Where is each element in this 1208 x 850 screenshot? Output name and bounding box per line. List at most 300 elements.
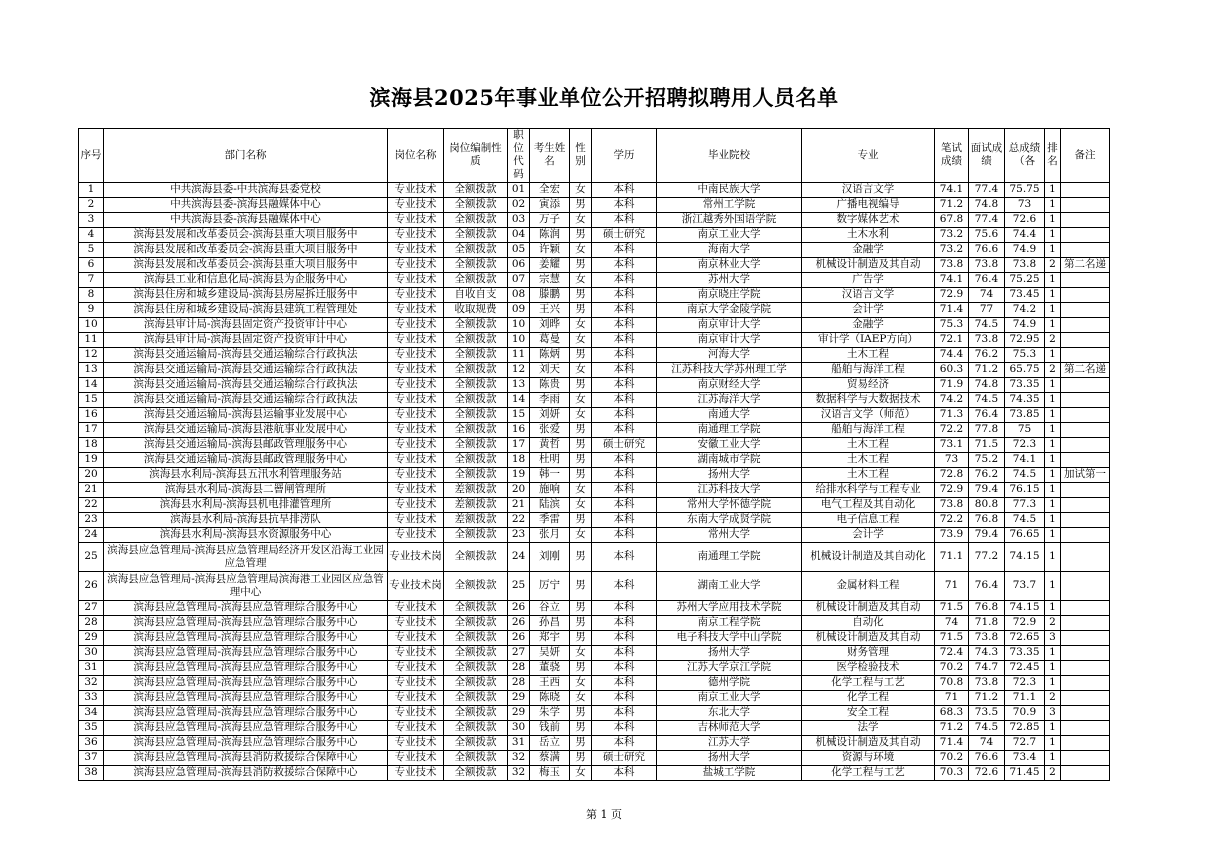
column-header: 学历 xyxy=(592,129,657,183)
table-cell: 本科 xyxy=(592,645,657,660)
table-cell: 77.2 xyxy=(969,542,1005,571)
table-cell: 女 xyxy=(570,645,592,660)
table-cell: 72.6 xyxy=(1005,212,1045,227)
table-cell: 72.9 xyxy=(935,482,969,497)
table-cell: 73.5 xyxy=(969,705,1005,720)
table-cell: 23 xyxy=(79,512,104,527)
table-cell: 29 xyxy=(79,630,104,645)
table-cell: 专业技术 xyxy=(388,750,444,765)
table-cell xyxy=(1061,302,1110,317)
table-cell: 专业技术 xyxy=(388,287,444,302)
table-cell: 滨海县水利局-滨海县抗旱排涝队 xyxy=(104,512,388,527)
table-row xyxy=(79,750,1110,765)
table-cell: 80.8 xyxy=(969,497,1005,512)
table-row xyxy=(79,542,1110,571)
table-cell: 本科 xyxy=(592,720,657,735)
table-cell: 江苏大学 xyxy=(657,735,802,750)
table-cell: 硕士研究 xyxy=(592,227,657,242)
table-row xyxy=(79,482,1110,497)
table-cell: 18 xyxy=(79,437,104,452)
table-cell: 本科 xyxy=(592,182,657,197)
table-cell: 女 xyxy=(570,527,592,542)
table-row xyxy=(79,675,1110,690)
table-cell: 男 xyxy=(570,660,592,675)
table-cell: 72.2 xyxy=(935,512,969,527)
table-row xyxy=(79,182,1110,197)
table-cell: 陈晓 xyxy=(530,690,570,705)
table-cell: 1 xyxy=(1045,542,1061,571)
table-cell: 全额拨款 xyxy=(444,347,508,362)
table-cell: 男 xyxy=(570,227,592,242)
table-cell: 东北大学 xyxy=(657,705,802,720)
table-cell: 9 xyxy=(79,302,104,317)
table-cell: 全额拨款 xyxy=(444,542,508,571)
table-cell: 专业技术 xyxy=(388,437,444,452)
table-cell: 8 xyxy=(79,287,104,302)
table-cell: 74.5 xyxy=(969,317,1005,332)
table-cell: 5 xyxy=(79,242,104,257)
table-row xyxy=(79,272,1110,287)
table-cell: 全额拨款 xyxy=(444,467,508,482)
table-row xyxy=(79,392,1110,407)
table-cell: 1 xyxy=(1045,467,1061,482)
column-header: 部门名称 xyxy=(104,129,388,183)
table-cell: 专业技术 xyxy=(388,377,444,392)
table-cell: 2 xyxy=(1045,332,1061,347)
table-cell: 专业技术 xyxy=(388,690,444,705)
table-cell: 收取规费 xyxy=(444,302,508,317)
table-cell: 滨海县交通运输局-滨海县邮政管理服务中心 xyxy=(104,437,388,452)
table-cell: 6 xyxy=(79,257,104,272)
table-cell: 70.2 xyxy=(935,750,969,765)
table-cell: 1 xyxy=(1045,227,1061,242)
table-cell: 71.2 xyxy=(969,690,1005,705)
table-cell xyxy=(1061,675,1110,690)
table-cell: 全额拨款 xyxy=(444,615,508,630)
table-cell: 专业技术 xyxy=(388,257,444,272)
table-cell: 南京大学金陵学院 xyxy=(657,302,802,317)
table-cell: 2 xyxy=(79,197,104,212)
table-cell: 本科 xyxy=(592,302,657,317)
table-cell: 朱学 xyxy=(530,705,570,720)
table-cell: 68.3 xyxy=(935,705,969,720)
table-row xyxy=(79,571,1110,600)
table-cell: 全额拨款 xyxy=(444,377,508,392)
table-cell: 11 xyxy=(508,347,530,362)
table-cell: 75.25 xyxy=(1005,272,1045,287)
table-cell: 71.5 xyxy=(935,600,969,615)
table-cell: 陈润 xyxy=(530,227,570,242)
table-cell: 73.2 xyxy=(935,242,969,257)
table-cell: 72.9 xyxy=(935,287,969,302)
table-cell: 76.6 xyxy=(969,242,1005,257)
table-cell: 10 xyxy=(508,332,530,347)
table-cell: 金属材料工程 xyxy=(802,571,935,600)
table-cell: 寅添 xyxy=(530,197,570,212)
table-cell: 滨海县应急管理局-滨海县应急管理综合服务中心 xyxy=(104,690,388,705)
table-cell: 加试第一 xyxy=(1061,467,1110,482)
table-cell: 67.8 xyxy=(935,212,969,227)
table-cell: 26 xyxy=(79,571,104,600)
table-cell: 1 xyxy=(1045,287,1061,302)
table-cell: 董骁 xyxy=(530,660,570,675)
table-row xyxy=(79,257,1110,272)
table-cell: 刘晔 xyxy=(530,317,570,332)
table-cell: 安徽工业大学 xyxy=(657,437,802,452)
table-cell: 1 xyxy=(1045,242,1061,257)
table-cell: 27 xyxy=(508,645,530,660)
table-cell: 男 xyxy=(570,720,592,735)
table-cell: 滨海县应急管理局-滨海县应急管理局经济开发区沿海工业园应急管理 xyxy=(104,542,388,571)
table-cell: 28 xyxy=(508,660,530,675)
table-cell: 70.9 xyxy=(1005,705,1045,720)
table-cell: 专业技术 xyxy=(388,212,444,227)
table-cell: 74.4 xyxy=(935,347,969,362)
column-header: 面试成绩 xyxy=(969,129,1005,183)
table-cell: 37 xyxy=(79,750,104,765)
table-cell: 专业技术 xyxy=(388,600,444,615)
table-cell: 全额拨款 xyxy=(444,645,508,660)
table-cell: 71.1 xyxy=(1005,690,1045,705)
table-cell: 全额拨款 xyxy=(444,630,508,645)
table-cell: 73.35 xyxy=(1005,645,1045,660)
table-row xyxy=(79,467,1110,482)
table-cell: 数字媒体艺术 xyxy=(802,212,935,227)
table-cell: 74 xyxy=(969,735,1005,750)
table-row xyxy=(79,630,1110,645)
table-cell: 1 xyxy=(1045,497,1061,512)
table-cell: 土木工程 xyxy=(802,347,935,362)
table-cell: 专业技术 xyxy=(388,392,444,407)
table-cell: 女 xyxy=(570,392,592,407)
table-cell: 专业技术 xyxy=(388,242,444,257)
table-cell: 74.4 xyxy=(1005,227,1045,242)
table-cell: 专业技术岗 xyxy=(388,571,444,600)
table-cell: 陈贵 xyxy=(530,377,570,392)
table-cell: 2 xyxy=(1045,615,1061,630)
column-header: 性别 xyxy=(570,129,592,183)
table-cell: 常州工学院 xyxy=(657,197,802,212)
table-cell: 70.2 xyxy=(935,660,969,675)
table-cell: 10 xyxy=(79,317,104,332)
table-cell: 全额拨款 xyxy=(444,660,508,675)
table-cell: 女 xyxy=(570,272,592,287)
table-cell: 专业技术 xyxy=(388,675,444,690)
table-cell: 黄哲 xyxy=(530,437,570,452)
table-cell: 38 xyxy=(79,765,104,780)
table-cell: 宗慧 xyxy=(530,272,570,287)
table-cell: 专业技术 xyxy=(388,422,444,437)
table-cell: 男 xyxy=(570,467,592,482)
column-header: 考生姓名 xyxy=(530,129,570,183)
table-cell xyxy=(1061,287,1110,302)
table-cell: 76.15 xyxy=(1005,482,1045,497)
table-cell: 1 xyxy=(1045,317,1061,332)
table-cell: 71.5 xyxy=(935,630,969,645)
table-cell: 本科 xyxy=(592,407,657,422)
table-row xyxy=(79,512,1110,527)
table-cell: 吴妍 xyxy=(530,645,570,660)
table-cell: 05 xyxy=(508,242,530,257)
table-cell: 77.8 xyxy=(969,422,1005,437)
table-cell: 资源与环境 xyxy=(802,750,935,765)
table-cell: 73.8 xyxy=(935,497,969,512)
table-cell: 11 xyxy=(79,332,104,347)
table-cell: 第二名递 xyxy=(1061,257,1110,272)
table-cell: 75.6 xyxy=(969,227,1005,242)
table-cell: 滨海县交通运输局-滨海县交通运输综合行政执法 xyxy=(104,392,388,407)
table-cell: 本科 xyxy=(592,482,657,497)
table-cell: 滨海县应急管理局-滨海县消防救援综合保障中心 xyxy=(104,750,388,765)
table-cell: 71 xyxy=(935,571,969,600)
table-cell: 3 xyxy=(79,212,104,227)
table-cell: 13 xyxy=(79,362,104,377)
table-cell: 全额拨款 xyxy=(444,571,508,600)
table-cell: 76.8 xyxy=(969,512,1005,527)
table-cell: 安全工程 xyxy=(802,705,935,720)
table-cell: 76.4 xyxy=(969,571,1005,600)
table-cell: 海南大学 xyxy=(657,242,802,257)
table-cell: 钱前 xyxy=(530,720,570,735)
table-row xyxy=(79,527,1110,542)
table-cell: 72.65 xyxy=(1005,630,1045,645)
table-cell: 审计学（IAEP方向） xyxy=(802,332,935,347)
table-cell: 男 xyxy=(570,257,592,272)
table-cell: 本科 xyxy=(592,317,657,332)
table-cell: 韩一 xyxy=(530,467,570,482)
table-cell: 本科 xyxy=(592,452,657,467)
table-cell: 全额拨款 xyxy=(444,705,508,720)
table-cell: 全额拨款 xyxy=(444,452,508,467)
table-row xyxy=(79,377,1110,392)
table-cell: 机械设计制造及其自动 xyxy=(802,735,935,750)
table-cell: 硕士研究 xyxy=(592,437,657,452)
table-cell: 本科 xyxy=(592,542,657,571)
table-cell: 扬州大学 xyxy=(657,750,802,765)
table-cell: 73.35 xyxy=(1005,377,1045,392)
table-cell: 男 xyxy=(570,750,592,765)
table-cell: 全额拨款 xyxy=(444,392,508,407)
table-cell: 汉语言文学 xyxy=(802,287,935,302)
table-cell: 1 xyxy=(1045,437,1061,452)
table-cell: 女 xyxy=(570,690,592,705)
table-cell: 湖南城市学院 xyxy=(657,452,802,467)
table-row xyxy=(79,347,1110,362)
table-cell: 数据科学与大数据技术 xyxy=(802,392,935,407)
table-cell: 医学检验技术 xyxy=(802,660,935,675)
table-cell: 女 xyxy=(570,497,592,512)
table-cell: 75.75 xyxy=(1005,182,1045,197)
table-cell: 21 xyxy=(79,482,104,497)
table-cell: 25 xyxy=(79,542,104,571)
table-cell: 化学工程 xyxy=(802,690,935,705)
table-cell: 本科 xyxy=(592,362,657,377)
table-cell xyxy=(1061,750,1110,765)
table-cell: 刘妍 xyxy=(530,407,570,422)
table-cell xyxy=(1061,571,1110,600)
table-cell: 滨海县应急管理局-滨海县应急管理综合服务中心 xyxy=(104,615,388,630)
table-cell: 74.9 xyxy=(1005,242,1045,257)
table-cell: 化学工程与工艺 xyxy=(802,675,935,690)
table-cell: 24 xyxy=(508,542,530,571)
table-cell: 73 xyxy=(1005,197,1045,212)
table-cell: 76.6 xyxy=(969,750,1005,765)
table-cell: 71.45 xyxy=(1005,765,1045,780)
table-cell xyxy=(1061,182,1110,197)
table-cell: 71.2 xyxy=(935,720,969,735)
table-cell: 南京晓庄学院 xyxy=(657,287,802,302)
table-cell: 江苏科技大学苏州理工学 xyxy=(657,362,802,377)
table-row xyxy=(79,600,1110,615)
table-cell: 2 xyxy=(1045,362,1061,377)
table-cell: 陆滨 xyxy=(530,497,570,512)
table-cell: 南京工程学院 xyxy=(657,615,802,630)
table-cell: 湖南工业大学 xyxy=(657,571,802,600)
table-cell: 1 xyxy=(1045,660,1061,675)
table-cell: 72.85 xyxy=(1005,720,1045,735)
table-cell: 吉林师范大学 xyxy=(657,720,802,735)
table-row xyxy=(79,302,1110,317)
table-cell: 船舶与海洋工程 xyxy=(802,362,935,377)
table-row xyxy=(79,242,1110,257)
table-cell: 女 xyxy=(570,212,592,227)
table-cell: 26 xyxy=(508,600,530,615)
table-cell: 江苏大学京江学院 xyxy=(657,660,802,675)
table-cell: 74.2 xyxy=(935,392,969,407)
table-cell: 17 xyxy=(79,422,104,437)
table-cell: 财务管理 xyxy=(802,645,935,660)
table-cell: 男 xyxy=(570,197,592,212)
table-cell: 1 xyxy=(1045,735,1061,750)
table-cell: 中共滨海县委-滨海县融媒体中心 xyxy=(104,197,388,212)
table-cell: 35 xyxy=(79,720,104,735)
table-cell: 专业技术 xyxy=(388,272,444,287)
table-cell: 32 xyxy=(508,765,530,780)
table-cell: 孙昌 xyxy=(530,615,570,630)
table-cell: 1 xyxy=(1045,571,1061,600)
table-cell: 专业技术 xyxy=(388,302,444,317)
table-cell: 女 xyxy=(570,675,592,690)
table-cell: 全额拨款 xyxy=(444,257,508,272)
table-cell: 南通大学 xyxy=(657,407,802,422)
table-cell: 1 xyxy=(1045,675,1061,690)
table-cell: 电子科技大学中山学院 xyxy=(657,630,802,645)
table-cell xyxy=(1061,705,1110,720)
table-cell: 浙江越秀外国语学院 xyxy=(657,212,802,227)
table-cell: 1 xyxy=(1045,347,1061,362)
table-cell: 本科 xyxy=(592,630,657,645)
table-cell: 滨海县住房和城乡建设局-滨海县房屋拆迁服务中 xyxy=(104,287,388,302)
table-cell: 2 xyxy=(1045,765,1061,780)
table-cell: 滨海县应急管理局-滨海县应急管理局滨海港工业园区应急管理中心 xyxy=(104,571,388,600)
table-cell: 专业技术 xyxy=(388,407,444,422)
table-cell: 74 xyxy=(969,287,1005,302)
table-cell: 专业技术 xyxy=(388,660,444,675)
table-cell: 江苏海洋大学 xyxy=(657,392,802,407)
table-cell xyxy=(1061,392,1110,407)
table-cell: 本科 xyxy=(592,690,657,705)
table-cell: 南京工业大学 xyxy=(657,227,802,242)
table-cell: 75.3 xyxy=(935,317,969,332)
table-cell: 30 xyxy=(79,645,104,660)
table-row xyxy=(79,422,1110,437)
table-row xyxy=(79,645,1110,660)
table-cell xyxy=(1061,615,1110,630)
table-cell: 01 xyxy=(508,182,530,197)
table-cell: 76.2 xyxy=(969,467,1005,482)
table-cell: 滨海县交通运输局-滨海县运输事业发展中心 xyxy=(104,407,388,422)
table-cell: 滨海县交通运输局-滨海县交通运输综合行政执法 xyxy=(104,377,388,392)
table-cell xyxy=(1061,482,1110,497)
table-cell: 71.2 xyxy=(935,197,969,212)
table-cell: 79.4 xyxy=(969,527,1005,542)
column-header: 备注 xyxy=(1061,129,1110,183)
table-cell: 74.5 xyxy=(969,392,1005,407)
table-cell: 滨海县审计局-滨海县固定资产投资审计中心 xyxy=(104,332,388,347)
table-cell: 王西 xyxy=(530,675,570,690)
table-cell: 本科 xyxy=(592,467,657,482)
table-cell: 滨海县交通运输局-滨海县邮政管理服务中心 xyxy=(104,452,388,467)
table-cell: 女 xyxy=(570,362,592,377)
table-cell: 厉宁 xyxy=(530,571,570,600)
column-header: 岗位名称 xyxy=(388,129,444,183)
table-cell: 专业技术 xyxy=(388,362,444,377)
table-cell: 机械设计制造及其自动 xyxy=(802,600,935,615)
table-cell: 滨海县交通运输局-滨海县交通运输综合行政执法 xyxy=(104,347,388,362)
table-cell: 1 xyxy=(1045,512,1061,527)
table-cell: 郑宇 xyxy=(530,630,570,645)
column-header: 排名 xyxy=(1045,129,1061,183)
table-cell: 全额拨款 xyxy=(444,690,508,705)
table-cell: 71.1 xyxy=(935,542,969,571)
table-cell: 盐城工学院 xyxy=(657,765,802,780)
table-cell: 24 xyxy=(79,527,104,542)
table-cell: 71 xyxy=(935,690,969,705)
table-cell: 第二名递 xyxy=(1061,362,1110,377)
table-cell: 02 xyxy=(508,197,530,212)
table-cell: 专业技术 xyxy=(388,182,444,197)
table-cell: 74.5 xyxy=(969,720,1005,735)
table-cell: 专业技术 xyxy=(388,332,444,347)
table-cell: 1 xyxy=(1045,182,1061,197)
table-cell: 73.8 xyxy=(1005,257,1045,272)
table-cell: 全额拨款 xyxy=(444,272,508,287)
table-cell: 73 xyxy=(935,452,969,467)
table-cell: 1 xyxy=(1045,422,1061,437)
table-cell: 女 xyxy=(570,332,592,347)
table-cell: 1 xyxy=(1045,212,1061,227)
table-cell: 36 xyxy=(79,735,104,750)
table-cell: 滨海县应急管理局-滨海县应急管理综合服务中心 xyxy=(104,675,388,690)
table-cell: 15 xyxy=(79,392,104,407)
table-cell: 74.2 xyxy=(1005,302,1045,317)
table-cell: 本科 xyxy=(592,272,657,287)
table-cell: 男 xyxy=(570,452,592,467)
table-cell: 汉语言文学 xyxy=(802,182,935,197)
table-cell: 张爱 xyxy=(530,422,570,437)
table-row xyxy=(79,197,1110,212)
table-cell: 德州学院 xyxy=(657,675,802,690)
table-cell: 机械设计制造及其自动化 xyxy=(802,542,935,571)
table-cell: 中共滨海县委-滨海县融媒体中心 xyxy=(104,212,388,227)
table-cell: 1 xyxy=(1045,302,1061,317)
table-cell: 22 xyxy=(79,497,104,512)
table-cell: 全额拨款 xyxy=(444,765,508,780)
table-cell: 7 xyxy=(79,272,104,287)
table-cell: 全额拨款 xyxy=(444,437,508,452)
table-cell: 机械设计制造及其自动 xyxy=(802,257,935,272)
table-cell: 77 xyxy=(969,302,1005,317)
